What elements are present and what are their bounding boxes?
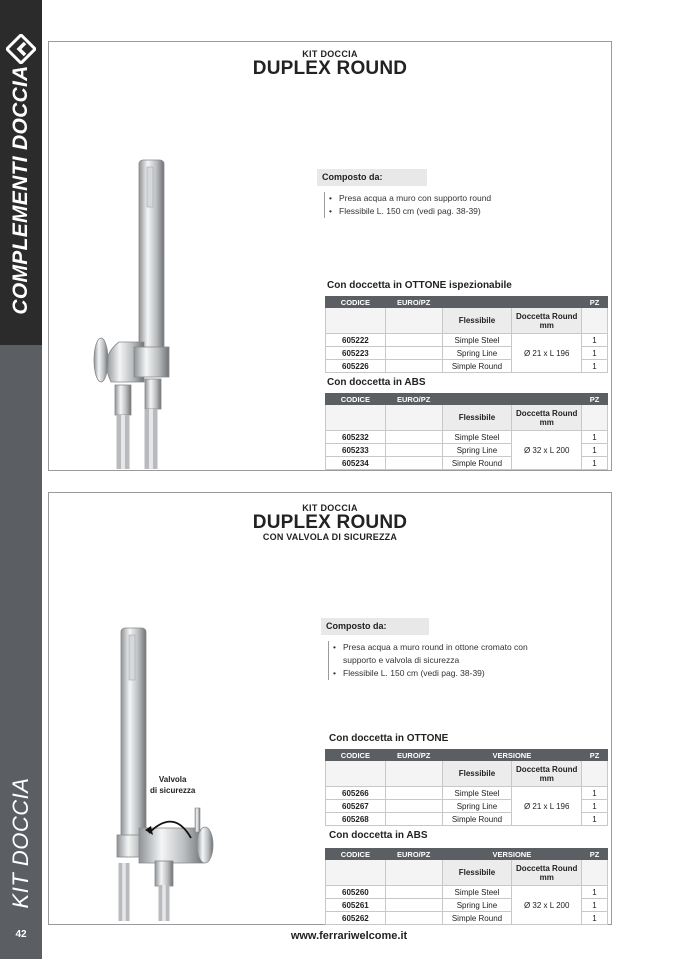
- header-cell: EURO/PZ: [385, 750, 442, 761]
- subheader-cell: [582, 405, 608, 431]
- price-cell[interactable]: [385, 886, 442, 899]
- valve-annotation: [150, 774, 195, 796]
- header-cell: PZ: [582, 297, 608, 308]
- table-title: Con doccetta in ABS: [329, 830, 428, 841]
- product-image-shower: [89, 157, 179, 472]
- product-subtitle: CON VALVOLA DI SICUREZZA: [262, 532, 398, 542]
- brand-logo-icon: [6, 34, 36, 64]
- price-cell[interactable]: [385, 431, 442, 444]
- subheader-cell: [385, 761, 442, 787]
- table-header-row: [326, 849, 608, 860]
- flex-cell: Simple Steel: [442, 787, 512, 800]
- code-cell: 605260: [326, 886, 386, 899]
- subheader-cell: Doccetta Round mm: [512, 405, 582, 431]
- composed-item: • Presa acqua a muro con supporto round: [325, 192, 491, 205]
- subheader-cell: [326, 860, 386, 886]
- table-subheader-row: [326, 405, 608, 431]
- pz-cell: 1: [582, 431, 608, 444]
- sidebar: [0, 0, 42, 959]
- price-cell[interactable]: [385, 912, 442, 925]
- header-cell: EURO/PZ: [385, 849, 442, 860]
- category-title: KIT DOCCIA: [8, 777, 33, 909]
- code-cell: 605223: [326, 347, 386, 360]
- flex-cell: Simple Steel: [442, 334, 512, 347]
- composed-list: [324, 192, 491, 218]
- pz-cell: 1: [582, 912, 608, 925]
- composed-item: • Presa acqua a muro round in ottone cromato con: [329, 641, 528, 654]
- header-cell: CODICE: [326, 394, 386, 405]
- price-cell[interactable]: [385, 787, 442, 800]
- spec-table: [325, 749, 608, 826]
- subheader-cell: [326, 405, 386, 431]
- header-cell: PZ: [582, 394, 608, 405]
- table-subheader-row: [326, 761, 608, 787]
- table-title: Con doccetta in ABS: [327, 377, 426, 388]
- product-title: DUPLEX ROUND: [252, 58, 408, 79]
- header-cell: CODICE: [326, 849, 386, 860]
- valve-annotation-line: Valvola: [158, 775, 187, 784]
- product-image-shower-valve: [109, 623, 229, 923]
- code-cell: 605261: [326, 899, 386, 912]
- pz-cell: 1: [582, 334, 608, 347]
- header-cell: VERSIONE: [442, 849, 581, 860]
- subheader-cell: Flessibile: [442, 308, 512, 334]
- spec-table: [325, 296, 608, 373]
- composed-title: Composto da:: [321, 618, 429, 635]
- code-cell: 605233: [326, 444, 386, 457]
- table-title: Con doccetta in OTTONE ispezionabile: [327, 280, 512, 291]
- price-cell[interactable]: [385, 813, 442, 826]
- flex-cell: Simple Round: [442, 457, 512, 470]
- subheader-cell: [385, 405, 442, 431]
- header-cell: EURO/PZ: [385, 394, 442, 405]
- pz-cell: 1: [582, 813, 608, 826]
- pz-cell: 1: [582, 457, 608, 470]
- header-cell: VERSIONE: [442, 750, 581, 761]
- product-card-duplex-round-valve: [48, 492, 612, 925]
- table-row: [326, 787, 608, 800]
- composed-item: • Flessibile L. 150 cm (vedi pag. 38-39): [329, 667, 528, 680]
- header-cell: [442, 394, 581, 405]
- table-subheader-row: [326, 308, 608, 334]
- product-title: DUPLEX ROUND: [252, 512, 408, 533]
- price-cell[interactable]: [385, 457, 442, 470]
- section-title: COMPLEMENTI DOCCIA: [9, 65, 32, 315]
- table-row: [326, 431, 608, 444]
- product-card-duplex-round: [48, 41, 612, 471]
- price-cell[interactable]: [385, 334, 442, 347]
- subheader-cell: [385, 860, 442, 886]
- price-cell[interactable]: [385, 899, 442, 912]
- pz-cell: 1: [582, 787, 608, 800]
- size-cell: Ø 21 x L 196: [512, 334, 582, 373]
- table-row: [326, 886, 608, 899]
- code-cell: 605234: [326, 457, 386, 470]
- composed-item: supporto e valvola di sicurezza: [343, 655, 460, 665]
- size-cell: Ø 32 x L 200: [512, 886, 582, 925]
- pz-cell: 1: [582, 444, 608, 457]
- code-cell: 605267: [326, 800, 386, 813]
- pz-cell: 1: [582, 347, 608, 360]
- header-cell: CODICE: [326, 297, 386, 308]
- price-cell[interactable]: [385, 347, 442, 360]
- subheader-cell: Doccetta Round mm: [512, 308, 582, 334]
- composed-item: • Flessibile L. 150 cm (vedi pag. 38-39): [325, 205, 491, 218]
- header-cell: CODICE: [326, 750, 386, 761]
- flex-cell: Simple Steel: [442, 886, 512, 899]
- composed-list: [328, 641, 528, 680]
- spec-table: [325, 393, 608, 470]
- sidebar-section-band: [0, 0, 42, 345]
- price-cell[interactable]: [385, 360, 442, 373]
- size-cell: Ø 21 x L 196: [512, 787, 582, 826]
- code-cell: 605232: [326, 431, 386, 444]
- code-cell: 605268: [326, 813, 386, 826]
- header-cell: PZ: [582, 849, 608, 860]
- flex-cell: Spring Line: [442, 444, 512, 457]
- subheader-cell: [326, 761, 386, 787]
- pz-cell: 1: [582, 360, 608, 373]
- composed-title: Composto da:: [317, 169, 427, 186]
- code-cell: 605222: [326, 334, 386, 347]
- table-subheader-row: [326, 860, 608, 886]
- subheader-cell: Flessibile: [442, 761, 512, 787]
- subheader-cell: [582, 761, 608, 787]
- subheader-cell: Flessibile: [442, 405, 512, 431]
- size-cell: Ø 32 x L 200: [512, 431, 582, 470]
- table-header-row: [326, 297, 608, 308]
- subheader-cell: [326, 308, 386, 334]
- header-cell: PZ: [582, 750, 608, 761]
- price-cell[interactable]: [385, 444, 442, 457]
- table-row: [326, 334, 608, 347]
- flex-cell: Simple Round: [442, 813, 512, 826]
- subheader-cell: Doccetta Round mm: [512, 761, 582, 787]
- price-cell[interactable]: [385, 800, 442, 813]
- flex-cell: Spring Line: [442, 800, 512, 813]
- valve-annotation-line: di sicurezza: [150, 786, 196, 795]
- table-header-row: [326, 394, 608, 405]
- flex-cell: Simple Round: [442, 360, 512, 373]
- flex-cell: Spring Line: [442, 347, 512, 360]
- spec-table: [325, 848, 608, 925]
- code-cell: 605226: [326, 360, 386, 373]
- product-heading: [49, 49, 611, 78]
- subheader-cell: Flessibile: [442, 860, 512, 886]
- subheader-cell: Doccetta Round mm: [512, 860, 582, 886]
- flex-cell: Simple Round: [442, 912, 512, 925]
- pz-cell: 1: [582, 800, 608, 813]
- footer-website-link[interactable]: www.ferrariwelcome.it: [290, 930, 408, 942]
- header-cell: [442, 297, 581, 308]
- kit-label: KIT DOCCIA: [302, 49, 358, 59]
- kit-label: KIT DOCCIA: [302, 503, 358, 513]
- table-title: Con doccetta in OTTONE: [329, 733, 449, 744]
- flex-cell: Simple Steel: [442, 431, 512, 444]
- subheader-cell: [385, 308, 442, 334]
- flex-cell: Spring Line: [442, 899, 512, 912]
- page-number: 42: [15, 929, 27, 940]
- code-cell: 605266: [326, 787, 386, 800]
- header-cell: EURO/PZ: [385, 297, 442, 308]
- pz-cell: 1: [582, 886, 608, 899]
- pz-cell: 1: [582, 899, 608, 912]
- code-cell: 605262: [326, 912, 386, 925]
- subheader-cell: [582, 860, 608, 886]
- table-header-row: [326, 750, 608, 761]
- subheader-cell: [582, 308, 608, 334]
- product-heading: [49, 503, 611, 542]
